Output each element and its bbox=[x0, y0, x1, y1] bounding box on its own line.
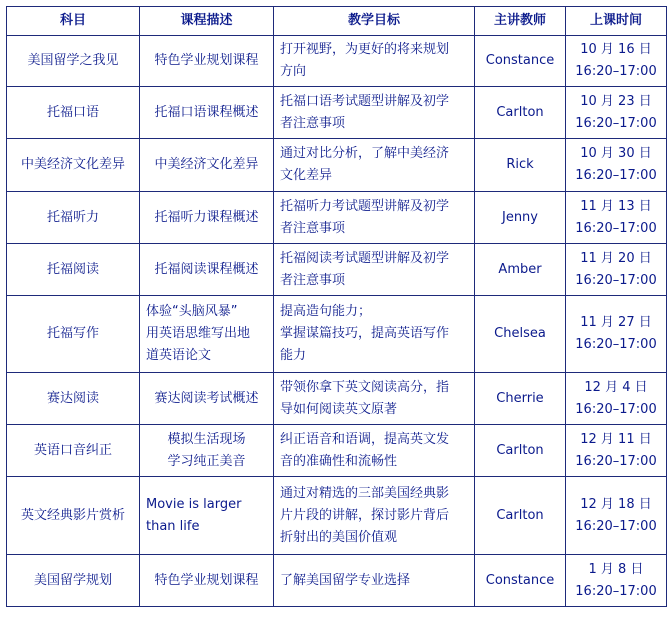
time-text: 16:20–17:00 bbox=[575, 168, 657, 183]
date-text: 10 月 23 日 bbox=[580, 93, 652, 109]
teacher-cell: Amber bbox=[475, 244, 566, 296]
table-row bbox=[7, 244, 667, 296]
time-cell bbox=[566, 425, 667, 477]
time-cell bbox=[566, 555, 667, 607]
time-cell bbox=[566, 87, 667, 139]
subject-cell: 托福阅读 bbox=[7, 244, 140, 296]
teacher-cell: Carlton bbox=[475, 477, 566, 555]
goal-cell: 带领你拿下英文阅读高分，指 导如何阅读英文原著 bbox=[274, 373, 475, 425]
time-cell bbox=[566, 139, 667, 192]
time-text: 16:20–17:00 bbox=[575, 220, 657, 236]
table-row bbox=[7, 296, 667, 373]
teacher-cell: Rick bbox=[475, 139, 566, 192]
description-cell: 特色学业规划课程 bbox=[140, 555, 274, 607]
subject-cell: 美国留学之我见 bbox=[7, 36, 140, 87]
table-row bbox=[7, 87, 667, 139]
time-text: 16:20–17:00 bbox=[575, 337, 657, 352]
description-cell: 体验“头脑风暴” 用英语思维写出地 道英语论文 bbox=[140, 296, 274, 373]
date-text: 11 月 13 日 bbox=[580, 198, 652, 214]
time-cell bbox=[566, 477, 667, 555]
subject-cell: 中美经济文化差异 bbox=[7, 139, 140, 192]
time-cell bbox=[566, 192, 667, 244]
description-cell: 赛达阅读考试概述 bbox=[140, 373, 274, 425]
description-cell: 托福听力课程概述 bbox=[140, 192, 274, 244]
date-text: 10 月 16 日 bbox=[580, 42, 652, 57]
teacher-cell: Constance bbox=[475, 36, 566, 87]
table-row bbox=[7, 139, 667, 192]
goal-cell: 通过对比分析，了解中美经济 文化差异 bbox=[274, 139, 475, 192]
description-cell: 特色学业规划课程 bbox=[140, 36, 274, 87]
subject-cell: 托福写作 bbox=[7, 296, 140, 373]
goal-cell: 托福阅读考试题型讲解及初学 者注意事项 bbox=[274, 244, 475, 296]
time-text: 16:20–17:00 bbox=[575, 272, 657, 288]
date-text: 12 月 11 日 bbox=[580, 431, 652, 447]
date-text: 10 月 30 日 bbox=[580, 146, 652, 161]
table-row bbox=[7, 373, 667, 425]
description-cell: 托福口语课程概述 bbox=[140, 87, 274, 139]
teacher-cell: Carlton bbox=[475, 87, 566, 139]
table-row bbox=[7, 555, 667, 607]
header-row bbox=[7, 7, 667, 36]
time-text: 16:20–17:00 bbox=[575, 401, 657, 417]
subject-cell: 美国留学规划 bbox=[7, 555, 140, 607]
goal-cell: 托福听力考试题型讲解及初学 者注意事项 bbox=[274, 192, 475, 244]
description-cell: 模拟生活现场 学习纯正美音 bbox=[140, 425, 274, 477]
subject-cell: 英文经典影片赏析 bbox=[7, 477, 140, 555]
goal-cell: 纠正语音和语调，提高英文发 音的准确性和流畅性 bbox=[274, 425, 475, 477]
header-teacher: 主讲教师 bbox=[475, 7, 566, 36]
description-cell: Movie is larger than life bbox=[140, 477, 274, 555]
description-cell: 中美经济文化差异 bbox=[140, 139, 274, 192]
time-text: 16:20–17:00 bbox=[575, 64, 657, 79]
course-schedule-table bbox=[6, 6, 667, 607]
goal-cell: 通过对精选的三部美国经典影 片片段的讲解，探讨影片背后 折射出的美国价值观 bbox=[274, 477, 475, 555]
goal-cell: 了解美国留学专业选择 bbox=[274, 555, 475, 607]
time-text: 16:20–17:00 bbox=[575, 518, 657, 534]
teacher-cell: Carlton bbox=[475, 425, 566, 477]
time-cell bbox=[566, 296, 667, 373]
header-goal: 教学目标 bbox=[274, 7, 475, 36]
goal-cell: 托福口语考试题型讲解及初学 者注意事项 bbox=[274, 87, 475, 139]
teacher-cell: Constance bbox=[475, 555, 566, 607]
subject-cell: 托福口语 bbox=[7, 87, 140, 139]
subject-cell: 赛达阅读 bbox=[7, 373, 140, 425]
date-text: 1 月 8 日 bbox=[588, 561, 644, 577]
date-text: 12 月 4 日 bbox=[584, 379, 648, 395]
header-subject: 科目 bbox=[7, 7, 140, 36]
table-row bbox=[7, 192, 667, 244]
subject-cell: 英语口音纠正 bbox=[7, 425, 140, 477]
subject-cell: 托福听力 bbox=[7, 192, 140, 244]
table-row bbox=[7, 425, 667, 477]
time-text: 16:20–17:00 bbox=[575, 453, 657, 469]
teacher-cell: Chelsea bbox=[475, 296, 566, 373]
time-text: 16:20–17:00 bbox=[575, 583, 657, 599]
header-description: 课程描述 bbox=[140, 7, 274, 36]
goal-cell: 提高造句能力； 掌握谋篇技巧，提高英语写作 能力 bbox=[274, 296, 475, 373]
teacher-cell: Jenny bbox=[475, 192, 566, 244]
teacher-cell: Cherrie bbox=[475, 373, 566, 425]
date-text: 11 月 27 日 bbox=[580, 315, 652, 330]
time-cell bbox=[566, 373, 667, 425]
description-cell: 托福阅读课程概述 bbox=[140, 244, 274, 296]
time-cell bbox=[566, 36, 667, 87]
time-cell bbox=[566, 244, 667, 296]
date-text: 12 月 18 日 bbox=[580, 496, 652, 512]
table-row bbox=[7, 36, 667, 87]
header-time: 上课时间 bbox=[566, 7, 667, 36]
schedule-table-wrapper bbox=[6, 6, 667, 607]
goal-cell: 打开视野，为更好的将来规划 方向 bbox=[274, 36, 475, 87]
table-row bbox=[7, 477, 667, 555]
date-text: 11 月 20 日 bbox=[580, 250, 652, 266]
time-text: 16:20–17:00 bbox=[575, 115, 657, 131]
